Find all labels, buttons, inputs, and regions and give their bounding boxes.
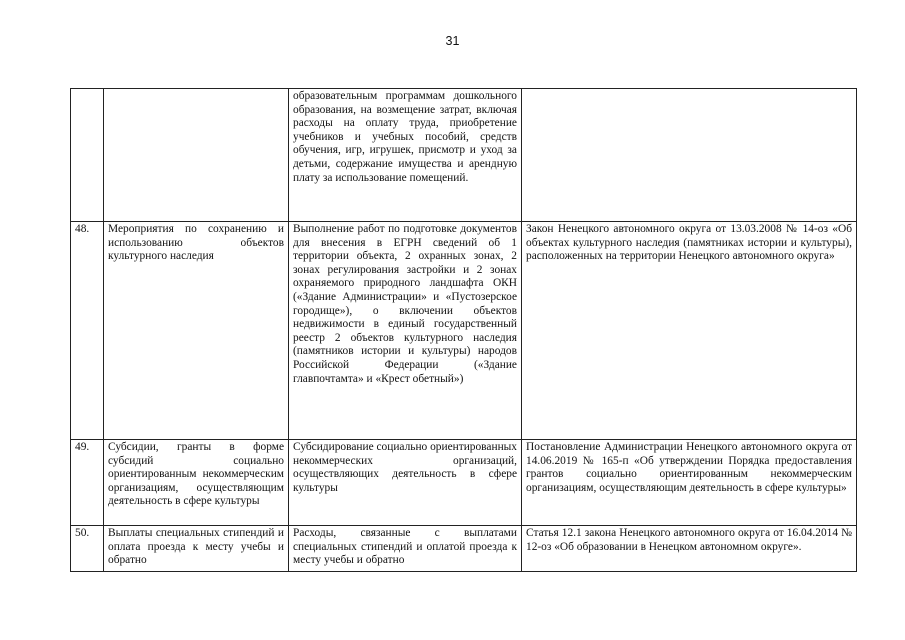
row-description: Субсидирование социально ориентированных некоммерческих организаций, осуществляющих деятельность в сфере культуры [289,440,522,526]
row-name: Субсидии, гранты в форме субсидий социально ориентированным некоммерческим организациям, осуществляющим деятельность в сфере культуры [104,440,289,526]
row-number: 49. [71,440,104,526]
row-number: 48. [71,222,104,440]
row-number [71,89,104,222]
row-legal-basis: Статья 12.1 закона Ненецкого автономного округа от 16.04.2014 № 12-оз «Об образовании в Ненецком автономном округе». [522,526,857,572]
row-description: Выполнение работ по подготовке документов для внесения в ЕГРН сведений об 1 территории объекта, 2 охранных зонах, 2 зонах регулирования застройки и 2 зонах охраняемого природного ландшафта ОКН («Здание Администрации» и «Пустозерское городище»), о включении объектов недвижимости в единый государственный реестр 2 объектов культурного наследия (памятников истории и культуры) народов Российской Федерации («Здание главпочтамта» и «Крест обетный») [289,222,522,440]
table-row [71,526,857,572]
row-legal-basis: Постановление Администрации Ненецкого автономного округа от 14.06.2019 № 165-п «Об утверждении Порядка предоставления грантов социально ориентированным некоммерческим организациям, осуществляющим деятельность в сфере культуры» [522,440,857,526]
row-description: образовательным программам дошкольного образования, на возмещение затрат, включая расходы на оплату труда, приобретение учебников и учебных пособий, средств обучения, игр, игрушек, присмотр и уход за детьми, содержание имущества и арендную плату за использование помещений. [289,89,522,222]
row-number: 50. [71,526,104,572]
table-row [71,440,857,526]
page-number: 31 [445,34,460,48]
row-legal-basis [522,89,857,222]
row-name: Мероприятия по сохранению и использованию объектов культурного наследия [104,222,289,440]
table-row [71,89,857,222]
row-name: Выплаты специальных стипендий и оплата проезда к месту учебы и обратно [104,526,289,572]
budget-table [70,88,857,572]
row-description: Расходы, связанные с выплатами специальных стипендий и оплатой проезда к месту учебы и обратно [289,526,522,572]
row-name [104,89,289,222]
table-row [71,222,857,440]
row-legal-basis: Закон Ненецкого автономного округа от 13.03.2008 № 14-оз «Об объектах культурного наследия (памятниках истории и культуры), расположенных на территории Ненецкого автономного округа» [522,222,857,440]
